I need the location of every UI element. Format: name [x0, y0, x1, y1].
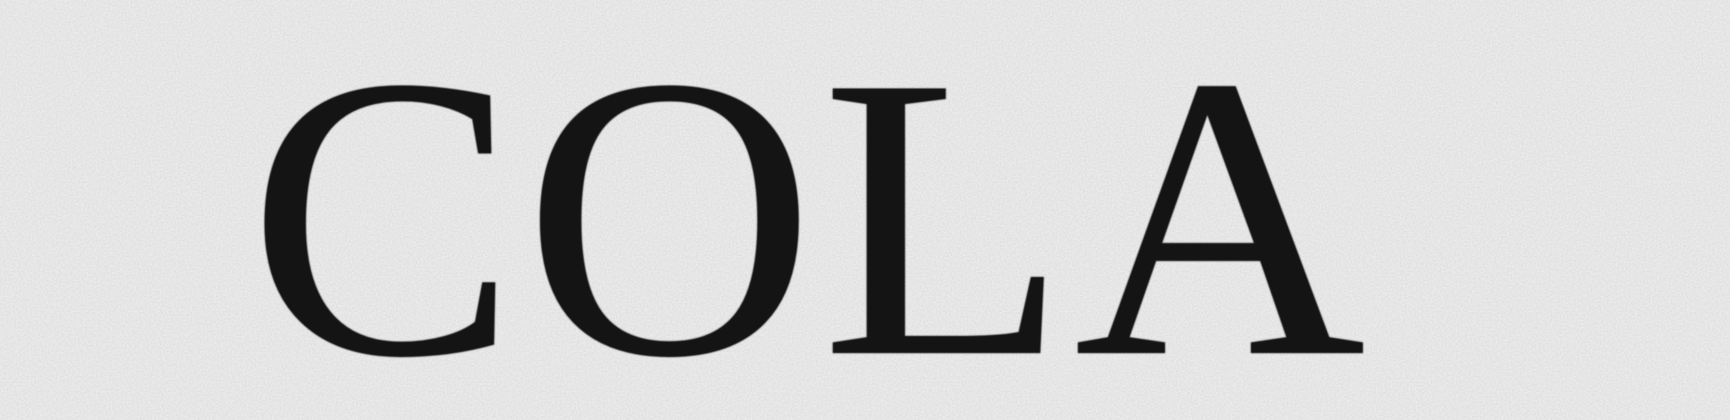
word-cola: COLA: [248, 0, 1372, 420]
